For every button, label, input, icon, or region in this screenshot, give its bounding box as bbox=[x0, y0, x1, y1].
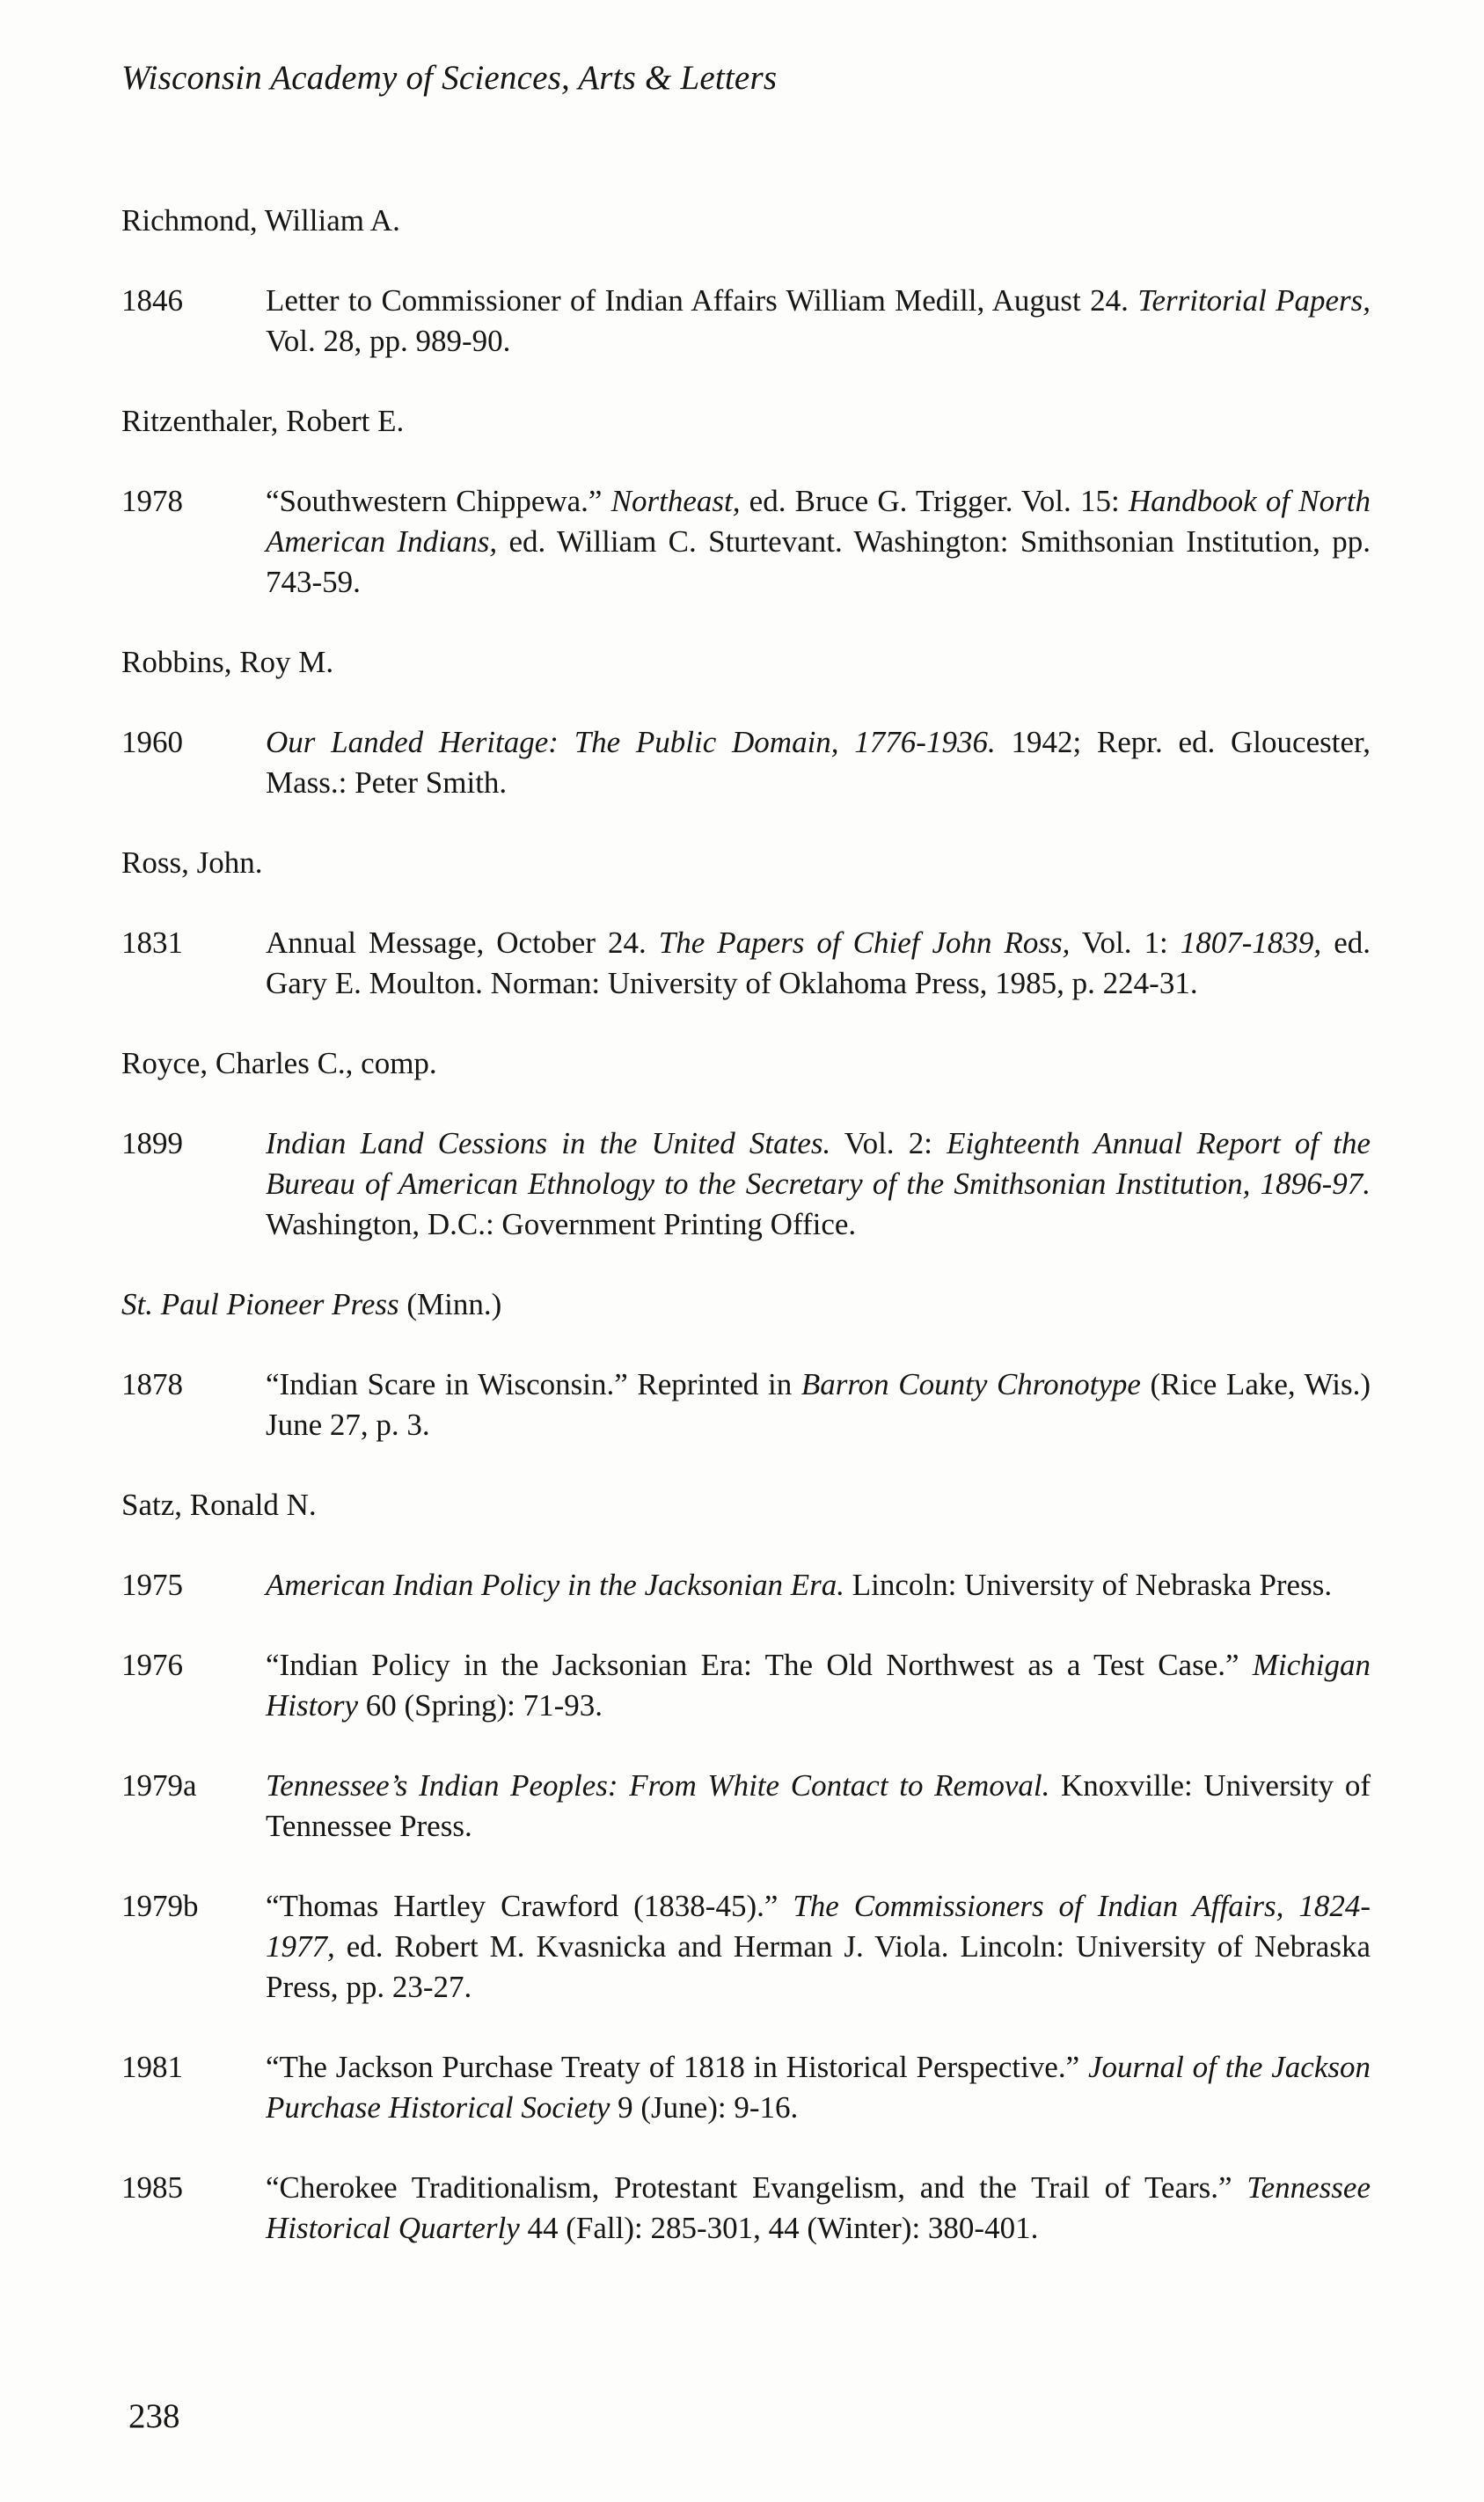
text-segment: 1942; Repr. ed. Gloucester, Mass.: Peter Smith. bbox=[266, 725, 1371, 800]
text-segment: Washington, D.C.: Government Printing Office. bbox=[266, 1207, 857, 1241]
entry-year: 1978 bbox=[121, 484, 183, 518]
entry-year: 1976 bbox=[121, 1648, 183, 1682]
entry-year: 1981 bbox=[121, 2050, 183, 2084]
text-segment: Letter to Commissioner of Indian Affairs William Medill, August 24. bbox=[266, 283, 1138, 318]
text-segment: Vol. 1: bbox=[1070, 925, 1181, 960]
entry-citation bbox=[266, 1645, 1371, 1726]
italic-title-segment: Indian Land Cessions in the United States. bbox=[266, 1126, 831, 1160]
entry-citation bbox=[266, 2047, 1371, 2128]
text-segment: “Indian Scare in Wisconsin.” Reprinted in bbox=[266, 1367, 801, 1401]
bibliography-entry bbox=[121, 1123, 1371, 1245]
italic-title-segment: Territorial Papers, bbox=[1137, 283, 1371, 318]
author-heading: Ritzenthaler, Robert E. bbox=[121, 404, 405, 438]
bibliography-entry bbox=[121, 1886, 1371, 2008]
author-heading: Royce, Charles C., comp. bbox=[121, 1046, 437, 1080]
entry-year: 1960 bbox=[121, 725, 183, 759]
bibliography-entry bbox=[121, 1565, 1371, 1606]
author-heading bbox=[121, 1284, 1371, 1325]
bibliography-entry bbox=[121, 1645, 1371, 1726]
entry-year: 1899 bbox=[121, 1126, 183, 1160]
italic-title-segment: The Commissioners of Indian Affairs, 1824-1977, bbox=[266, 1889, 1371, 1964]
entry-citation bbox=[266, 1886, 1371, 2008]
page-number: 238 bbox=[128, 2397, 180, 2435]
italic-title-segment: Michigan History bbox=[266, 1648, 1371, 1723]
italic-title-segment: Journal of the Jackson Purchase Historical Society bbox=[266, 2050, 1371, 2125]
entry-citation bbox=[266, 1123, 1371, 1245]
bibliography-entry bbox=[121, 1364, 1371, 1445]
text-segment: 9 (June): 9-16. bbox=[610, 2090, 799, 2125]
entry-year: 1846 bbox=[121, 283, 183, 318]
running-head: Wisconsin Academy of Sciences, Arts & Letters bbox=[121, 59, 778, 97]
bibliography-entry bbox=[121, 923, 1371, 1004]
italic-title-segment: Barron County Chronotype bbox=[800, 1367, 1141, 1401]
entry-year: 1979b bbox=[121, 1889, 199, 1923]
text-segment: ed. Robert M. Kvasnicka and Herman J. Viola. Lincoln: University of Nebraska Press, pp. 23-27. bbox=[266, 1929, 1371, 2004]
bibliography-entry bbox=[121, 1766, 1371, 1847]
entry-year: 1831 bbox=[121, 925, 183, 960]
entry-citation bbox=[266, 2168, 1371, 2249]
author-heading: Robbins, Roy M. bbox=[121, 645, 334, 679]
italic-title-segment: Handbook of North American Indians, bbox=[266, 484, 1371, 559]
text-segment: (Minn.) bbox=[398, 1287, 502, 1321]
text-segment: 44 (Fall): 285-301, 44 (Winter): 380-401. bbox=[519, 2211, 1039, 2245]
italic-title-segment: Our Landed Heritage: The Public Domain, 1776-1936. bbox=[266, 725, 996, 759]
italic-title-segment: St. Paul Pioneer Press bbox=[121, 1287, 399, 1321]
bibliography-entry bbox=[121, 2168, 1371, 2249]
text-segment: “The Jackson Purchase Treaty of 1818 in Historical Perspective.” bbox=[266, 2050, 1088, 2084]
italic-title-segment: Tennessee Historical Quarterly bbox=[266, 2170, 1371, 2245]
text-segment: ed. Gary E. Moulton. Norman: University of Oklahoma Press, 1985, p. 224-31. bbox=[266, 925, 1371, 1000]
text-segment: ed. Bruce G. Trigger. Vol. 15: bbox=[740, 484, 1129, 518]
bibliography-list bbox=[121, 201, 1371, 2288]
entry-citation bbox=[266, 722, 1371, 803]
entry-citation bbox=[266, 1364, 1371, 1445]
italic-title-segment: Eighteenth Annual Report of the Bureau of American Ethnology to the Secretary of the Smithsonian Institution, 1896-97. bbox=[266, 1126, 1371, 1201]
italic-title-segment: Northeast, bbox=[610, 484, 741, 518]
text-segment: “Indian Policy in the Jacksonian Era: The Old Northwest as a Test Case.” bbox=[266, 1648, 1253, 1682]
entry-year: 1878 bbox=[121, 1367, 183, 1401]
text-segment: “Southwestern Chippewa.” bbox=[266, 484, 611, 518]
entry-citation bbox=[266, 481, 1371, 603]
entry-citation bbox=[266, 1565, 1371, 1606]
text-segment: Vol. 2: bbox=[830, 1126, 947, 1160]
text-segment: Lincoln: University of Nebraska Press. bbox=[844, 1568, 1333, 1602]
entry-year: 1975 bbox=[121, 1568, 183, 1602]
text-segment: 60 (Spring): 71-93. bbox=[358, 1688, 603, 1723]
author-heading: Ross, John. bbox=[121, 845, 263, 880]
italic-title-segment: Tennessee’s Indian Peoples: From White Contact to Removal. bbox=[266, 1768, 1050, 1803]
bibliography-entry bbox=[121, 2047, 1371, 2128]
entry-year: 1985 bbox=[121, 2170, 183, 2205]
text-segment: Annual Message, October 24. bbox=[266, 925, 659, 960]
entry-citation bbox=[266, 1766, 1371, 1847]
bibliography-entry bbox=[121, 281, 1371, 362]
italic-title-segment: American Indian Policy in the Jacksonian Era. bbox=[266, 1568, 845, 1602]
author-heading: Satz, Ronald N. bbox=[121, 1488, 317, 1522]
text-segment: “Thomas Hartley Crawford (1838-45).” bbox=[266, 1889, 793, 1923]
text-segment: Knoxville: University of Tennessee Press. bbox=[266, 1768, 1371, 1843]
entry-year: 1979a bbox=[121, 1768, 197, 1803]
text-segment: “Cherokee Traditionalism, Protestant Evangelism, and the Trail of Tears.” bbox=[266, 2170, 1247, 2205]
italic-title-segment: 1807-1839, bbox=[1180, 925, 1322, 960]
italic-title-segment: The Papers of Chief John Ross, bbox=[658, 925, 1071, 960]
entry-citation bbox=[266, 923, 1371, 1004]
text-segment: (Rice Lake, Wis.) June 27, p. 3. bbox=[266, 1367, 1371, 1442]
text-segment: Vol. 28, pp. 989-90. bbox=[266, 324, 511, 358]
author-heading: Richmond, William A. bbox=[121, 203, 400, 238]
bibliography-entry bbox=[121, 481, 1371, 603]
bibliography-entry bbox=[121, 722, 1371, 803]
text-segment: ed. William C. Sturtevant. Washington: Smithsonian Institution, pp. 743-59. bbox=[266, 524, 1371, 599]
entry-citation bbox=[266, 281, 1371, 362]
